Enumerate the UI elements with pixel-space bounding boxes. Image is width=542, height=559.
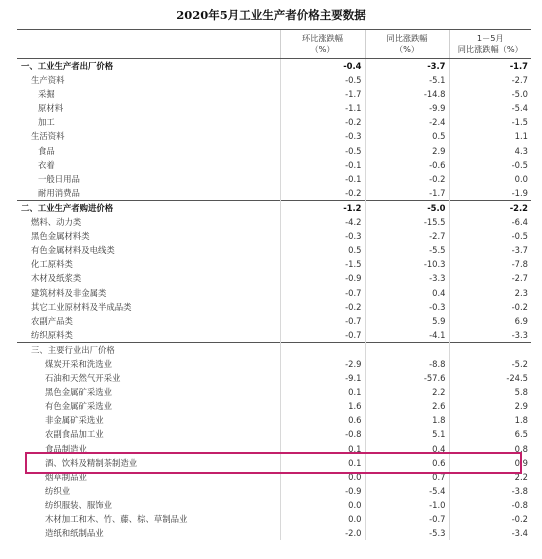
row-yoy-cell: -10.3 [365,257,449,271]
row-name-cell: 一般日用品 [38,173,80,184]
row-yoy-cell: -0.6 [365,158,449,172]
row-ytd-cell: 1.1 [449,129,531,143]
row-yoy-cell: 5.1 [365,427,449,441]
table-body [17,59,531,541]
row-name-cell: 木材及纸浆类 [31,273,82,284]
row-mom-cell: 0.0 [280,470,365,484]
row-name-cell: 采掘 [38,89,55,100]
table-row [17,357,531,371]
row-ytd-cell: -24.5 [449,371,531,385]
table-row [17,470,531,484]
row-mom-cell: -0.8 [280,427,365,441]
table-row [17,399,531,413]
row-ytd-cell: 5.8 [449,385,531,399]
row-ytd-cell: -3.7 [449,243,531,257]
ppi-data-table [17,29,531,540]
row-ytd-cell: 6.5 [449,427,531,441]
row-ytd-cell: -2.7 [449,271,531,285]
table-row [17,484,531,498]
table-row [17,257,531,271]
row-name-cell: 一、工业生产者出厂价格 [21,61,114,71]
row-ytd-cell: 4.3 [449,144,531,158]
header-ytd [449,30,531,59]
row-mom-cell: -9.1 [280,371,365,385]
row-ytd-cell: -2.7 [449,73,531,87]
row-name-cell: 有色金属矿采选业 [45,401,112,412]
row-ytd-cell: -6.4 [449,215,531,229]
table-title: 2020年5月工业生产者价格主要数据 [176,8,366,22]
row-mom-cell: -0.5 [280,73,365,87]
row-ytd-cell: -3.4 [449,526,531,540]
header-mom [280,30,365,59]
row-yoy-cell [365,342,449,357]
row-ytd-cell: 2.2 [449,470,531,484]
table-row [17,215,531,229]
table-row [17,101,531,115]
row-name-cell: 黑色金属矿采选业 [45,387,112,398]
row-ytd-cell: -3.3 [449,328,531,343]
row-ytd-cell: -0.8 [449,498,531,512]
table-row [17,186,531,201]
table-row [17,442,531,456]
row-yoy-cell: -5.1 [365,73,449,87]
table-row [17,342,531,357]
row-name-cell: 化工原料类 [31,259,73,270]
table-row [17,59,531,74]
row-mom-cell: 0.0 [280,498,365,512]
row-ytd-cell: 0.8 [449,442,531,456]
header-yoy-line2: （%） [394,44,420,54]
row-ytd-cell: 6.9 [449,314,531,328]
row-mom-cell: -0.3 [280,129,365,143]
row-name-cell: 生活资料 [31,131,65,142]
row-name-cell: 石油和天然气开采业 [45,373,121,384]
table-row [17,243,531,257]
row-name-cell: 食品 [38,145,55,156]
row-mom-cell: 0.0 [280,512,365,526]
row-mom-cell: -1.1 [280,101,365,115]
row-yoy-cell: 1.8 [365,413,449,427]
row-ytd-cell: 2.9 [449,399,531,413]
row-name-cell: 农副食品加工业 [45,429,104,440]
row-ytd-cell: -1.7 [449,59,531,74]
row-name-cell: 煤炭开采和洗选业 [45,358,112,369]
row-ytd-cell: -5.2 [449,357,531,371]
row-yoy-cell: 0.4 [365,286,449,300]
row-mom-cell: -0.3 [280,229,365,243]
table-row [17,87,531,101]
row-yoy-cell: -3.7 [365,59,449,74]
row-mom-cell: -0.9 [280,484,365,498]
table-row [17,512,531,526]
row-name-cell: 二、工业生产者购进价格 [17,200,280,215]
row-yoy-cell: 2.6 [365,399,449,413]
row-ytd-cell: -2.2 [449,200,531,215]
row-yoy-cell: -3.3 [365,271,449,285]
row-mom-cell: -0.7 [280,286,365,300]
row-yoy-cell: -8.8 [365,357,449,371]
row-name-cell: 原材料 [38,103,64,114]
row-name-cell: 黑色金属材料类 [31,231,90,242]
row-mom-cell: -0.9 [280,271,365,285]
row-mom-cell: 0.1 [280,442,365,456]
row-name-cell: 生产资料 [31,75,65,86]
row-mom-cell: -0.5 [280,144,365,158]
table-row [17,328,531,343]
row-name-cell: 非金属矿采选业 [45,415,104,426]
row-ytd-cell: -3.8 [449,484,531,498]
header-ytd-line1: 1－5月 [476,32,504,43]
row-ytd-cell: 0.0 [449,172,531,186]
row-yoy-cell: -1.0 [365,498,449,512]
row-yoy-cell: -0.2 [365,172,449,186]
row-ytd-cell [449,342,531,357]
table-row [17,129,531,143]
table-row [17,158,531,172]
header-yoy-line1: 同比涨跌幅 [386,32,428,43]
row-mom-cell: -0.1 [280,172,365,186]
row-mom-cell: 0.5 [280,243,365,257]
table-row-highlighted [17,456,531,470]
row-name-cell: 食品制造业 [45,443,87,454]
table-row [17,385,531,399]
row-mom-cell: -0.2 [280,115,365,129]
row-yoy-cell: 2.2 [365,385,449,399]
row-ytd-cell: -0.5 [449,229,531,243]
table-row [17,229,531,243]
table-row [17,200,531,215]
row-yoy-cell: -5.3 [365,526,449,540]
row-mom-cell [280,342,365,357]
row-yoy-cell: -57.6 [365,371,449,385]
row-yoy-cell: -14.8 [365,87,449,101]
row-mom-cell: 1.6 [280,399,365,413]
row-ytd-cell: -0.5 [449,158,531,172]
header-yoy [365,30,449,59]
row-name-cell: 耐用消费品 [38,187,80,198]
table-row [17,526,531,540]
row-yoy-cell: -9.9 [365,101,449,115]
row-name-cell: 农副产品类 [31,315,73,326]
row-mom-cell: 0.1 [280,456,365,470]
table-header [17,30,531,59]
row-yoy-cell: -5.5 [365,243,449,257]
row-ytd-cell: -1.5 [449,115,531,129]
row-mom-cell: -0.1 [280,158,365,172]
table-row [17,427,531,441]
row-yoy-cell: 5.9 [365,314,449,328]
header-mom-line2: （%） [310,44,335,54]
row-mom-cell: 0.1 [280,385,365,399]
header-name-cell [17,30,280,59]
row-yoy-cell: -4.1 [365,328,449,343]
row-ytd-cell: -5.4 [449,101,531,115]
row-name-cell: 衣着 [38,159,55,170]
table-row [17,144,531,158]
row-mom-cell: -2.0 [280,526,365,540]
row-ytd-cell: -0.2 [449,300,531,314]
row-ytd-cell: -1.9 [449,186,531,201]
row-yoy-cell: 0.7 [365,470,449,484]
table-row [17,73,531,87]
row-name-cell: 纺织服装、服饰业 [45,499,112,510]
row-mom-cell: -1.2 [280,200,365,215]
table-row [17,115,531,129]
table-row [17,314,531,328]
row-mom-cell: 0.6 [280,413,365,427]
row-ytd-cell: -5.0 [449,87,531,101]
row-mom-cell: -2.9 [280,357,365,371]
row-ytd-cell: -0.2 [449,512,531,526]
row-mom-cell: -4.2 [280,215,365,229]
row-ytd-cell: 1.8 [449,413,531,427]
row-mom-cell: -1.5 [280,257,365,271]
row-ytd-cell: 2.3 [449,286,531,300]
row-yoy-cell: -5.4 [365,484,449,498]
header-mom-line1: 环比涨跌幅 [302,32,343,43]
row-name-cell: 木材加工和木、竹、藤、棕、草制品业 [45,514,188,524]
table-row [17,271,531,285]
row-name-cell: 酒、饮料及精制茶制造业 [45,457,138,468]
table-row [17,413,531,427]
row-ytd-cell: -7.8 [449,257,531,271]
row-name-cell: 三、主要行业出厂价格 [17,342,280,357]
row-mom-cell: -1.7 [280,87,365,101]
row-yoy-cell: -15.5 [365,215,449,229]
table-row [17,371,531,385]
row-yoy-cell: -0.7 [365,512,449,526]
row-yoy-cell: 2.9 [365,144,449,158]
row-name-cell: 有色金属材料及电线类 [31,245,115,256]
row-yoy-cell: -5.0 [365,200,449,215]
row-name-cell: 纺织原料类 [31,329,73,340]
row-mom-cell: -0.7 [280,314,365,328]
row-yoy-cell: 0.6 [365,456,449,470]
row-yoy-cell: 0.5 [365,129,449,143]
row-name-cell: 造纸和纸制品业 [45,528,104,539]
row-yoy-cell: -1.7 [365,186,449,201]
row-ytd-cell: 0.9 [449,456,531,470]
row-yoy-cell: -2.7 [365,229,449,243]
table-row [17,300,531,314]
header-ytd-line2: 同比涨跌幅（%） [457,44,523,54]
row-yoy-cell: -2.4 [365,115,449,129]
row-mom-cell: -0.2 [280,300,365,314]
row-mom-cell: -0.2 [280,186,365,201]
row-mom-cell: -0.4 [280,59,365,74]
table-row [17,498,531,512]
row-mom-cell: -0.7 [280,328,365,343]
row-name-cell: 建筑材料及非金属类 [31,287,107,298]
row-name-cell: 加工 [38,117,55,128]
row-name-cell: 烟草制品业 [45,471,87,482]
table-row [17,172,531,186]
row-name-cell: 纺织业 [45,485,71,496]
row-yoy-cell: -0.3 [365,300,449,314]
table-row [17,286,531,300]
row-name-cell: 燃料、动力类 [31,217,82,228]
row-name-cell: 其它工业原材料及半成品类 [31,301,132,312]
row-yoy-cell: 0.4 [365,442,449,456]
